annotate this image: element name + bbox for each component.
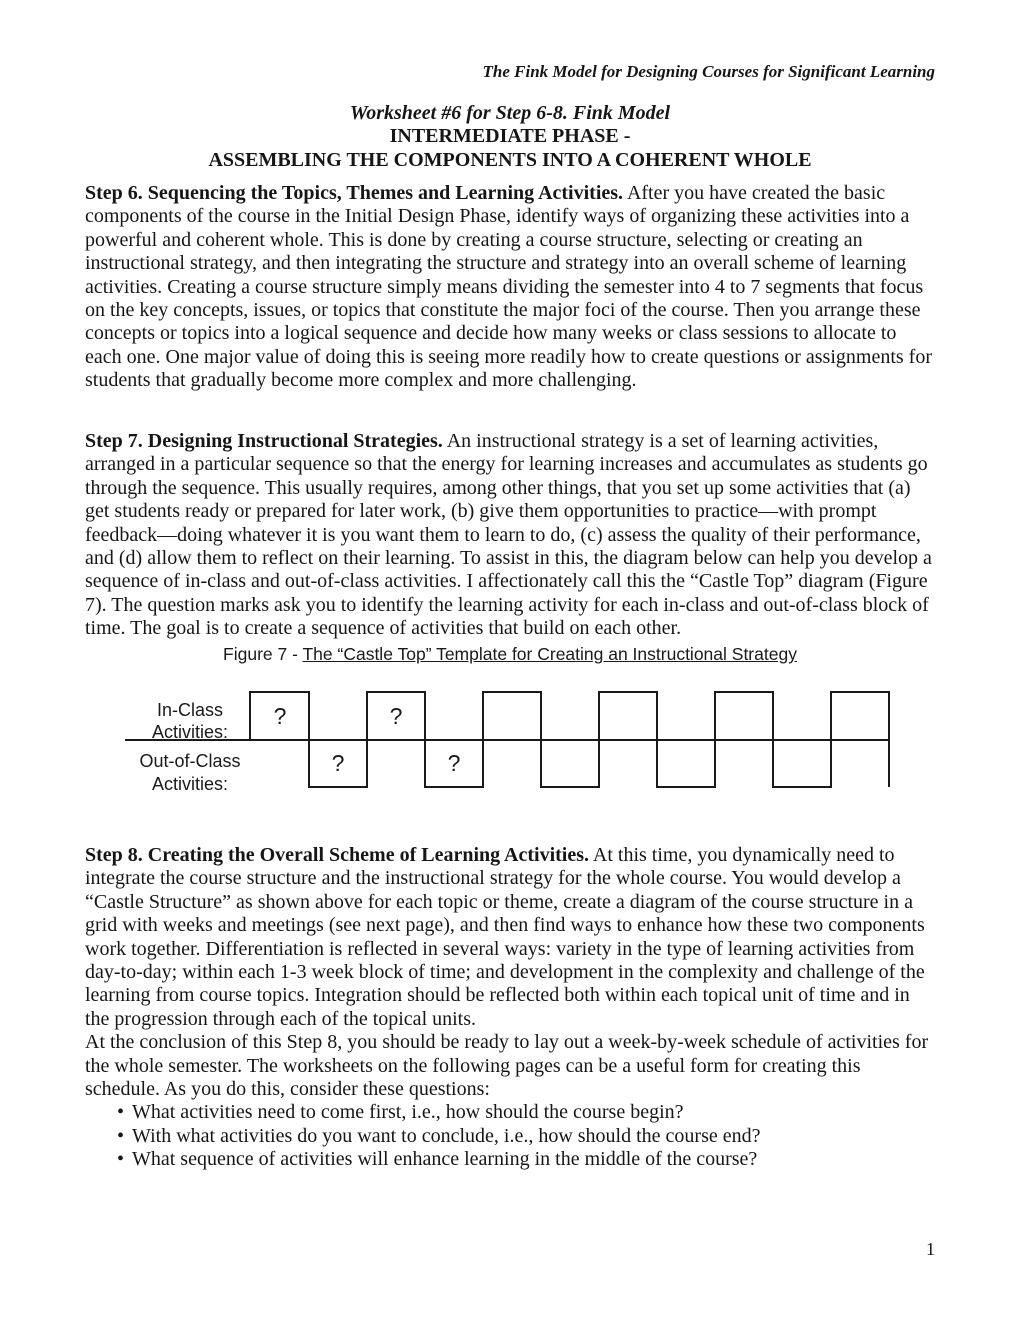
bullet-icon: •: [117, 1101, 125, 1124]
step6-heading: Step 6. Sequencing the Topics, Themes and Learning Activities.: [85, 182, 624, 204]
step8-section: [85, 844, 938, 1172]
out-of-class-label-line2: Activities:: [151, 774, 229, 794]
out-of-class-label-line1: Out-of-Class: [139, 751, 241, 771]
running-header: The Fink Model for Designing Courses for Significant Learning: [482, 62, 935, 81]
in-class-q2: ?: [389, 703, 403, 729]
in-class-label-line1: In-Class: [156, 700, 224, 720]
list-item: [85, 1148, 938, 1171]
questions-list: [85, 1101, 938, 1171]
step8-heading: Step 8. Creating the Overall Scheme of Learning Activities.: [85, 844, 590, 866]
figure7-caption: [0, 643, 1020, 666]
question-text-3: What sequence of activities will enhance learning in the middle of the course?: [132, 1148, 758, 1171]
conclusion-paragraph: At the conclusion of this Step 8, you should be ready to lay out a week-by-week schedule of activities for the whole semester. The worksheets on the following pages can be a useful form for creating this schedule. As you do this, consider these questions:: [85, 1031, 929, 1101]
step7-heading: Step 7. Designing Instructional Strategies.: [85, 430, 443, 452]
page-number: 1: [926, 1239, 935, 1259]
step7-section: [85, 430, 938, 641]
out-of-class-q1: ?: [331, 750, 345, 776]
step7-paragraph: [85, 430, 938, 641]
out-of-class-q2: ?: [447, 750, 461, 776]
step8-body-text: At this time, you dynamically need to integrate the course structure and the instructional strategy for the whole course. You would develop a “Castle Structure” as shown above for each topic or theme, create a diagram of the course structure in a grid with weeks and meetings (see next page), and then find ways to enhance how these two components work together. Differentiation is reflected in several ways: variety in the type of learning activities from day-to-day; within each 1-3 week block of time; and development in the complexity and challenge of the learning from course topics. Integration should be reflected both within each topical unit of time and in the progression through each of the topical units.: [85, 844, 925, 1030]
title-block: [0, 102, 1020, 172]
step8-paragraph: [85, 844, 938, 1031]
list-item: [85, 1125, 938, 1148]
list-item: [85, 1101, 938, 1124]
question-text-2: With what activities do you want to conclude, i.e., how should the course end?: [132, 1124, 761, 1147]
question-text-1: What activities need to come first, i.e., how should the course begin?: [132, 1101, 684, 1124]
phase-title: INTERMEDIATE PHASE -: [389, 125, 631, 148]
step6-paragraph: [85, 182, 938, 393]
figure7-caption-prefix: Figure 7 -: [223, 644, 303, 664]
figure7-caption-title: The “Castle Top” Template for Creating an Instructional Strategy: [302, 644, 797, 664]
step7-body-text: An instructional strategy is a set of learning activities, arranged in a particular sequence so that the energy for learning increases and accumulates as students go through the sequence. This usually requires, among other things, that you set up some activities that (a) get students ready or prepared for later work, (b) give them opportunities to practice—with prompt feedback—doing whatever it is you want them to learn to do, (c) assess the quality of their performance, and (d) allow them to reflect on their learning. To assist in this, the diagram below can help you develop a sequence of in-class and out-of-class activities. I affectionately call this the “Castle Top” diagram (Figure 7). The question marks ask you to identify the learning activity for each in-class and out-of-class block of time. The goal is to create a sequence of activities that build on each other.: [85, 430, 932, 640]
in-class-label-line2: Activities:: [151, 722, 229, 742]
phase-subtitle: ASSEMBLING THE COMPONENTS INTO A COHERENT WHOLE: [208, 148, 812, 171]
bullet-icon: •: [117, 1148, 125, 1171]
step6-section: [85, 182, 938, 393]
step6-body-text: After you have created the basic components of the course in the Initial Design Phase, identify ways of organizing these activities into a powerful and coherent whole. This is done by creating a course structure, selecting or creating an instructional strategy, and then integrating the structure and strategy into an overall scheme of learning activities. Creating a course structure simply means dividing the semester into 4 to 7 segments that focus on the key concepts, issues, or topics that constitute the major foci of the course. Then you arrange these concepts or topics into a logical sequence and decide how many weeks or class sessions to allocate to each one. One major value of doing this is seeing more readily how to create questions or assignments for students that gradually become more complex and more challenging.: [85, 182, 932, 392]
in-class-q1: ?: [273, 703, 287, 729]
bullet-icon: •: [117, 1124, 125, 1147]
castle-top-diagram: [100, 686, 900, 794]
worksheet-title: Worksheet #6 for Step 6-8. Fink Model: [349, 102, 671, 124]
